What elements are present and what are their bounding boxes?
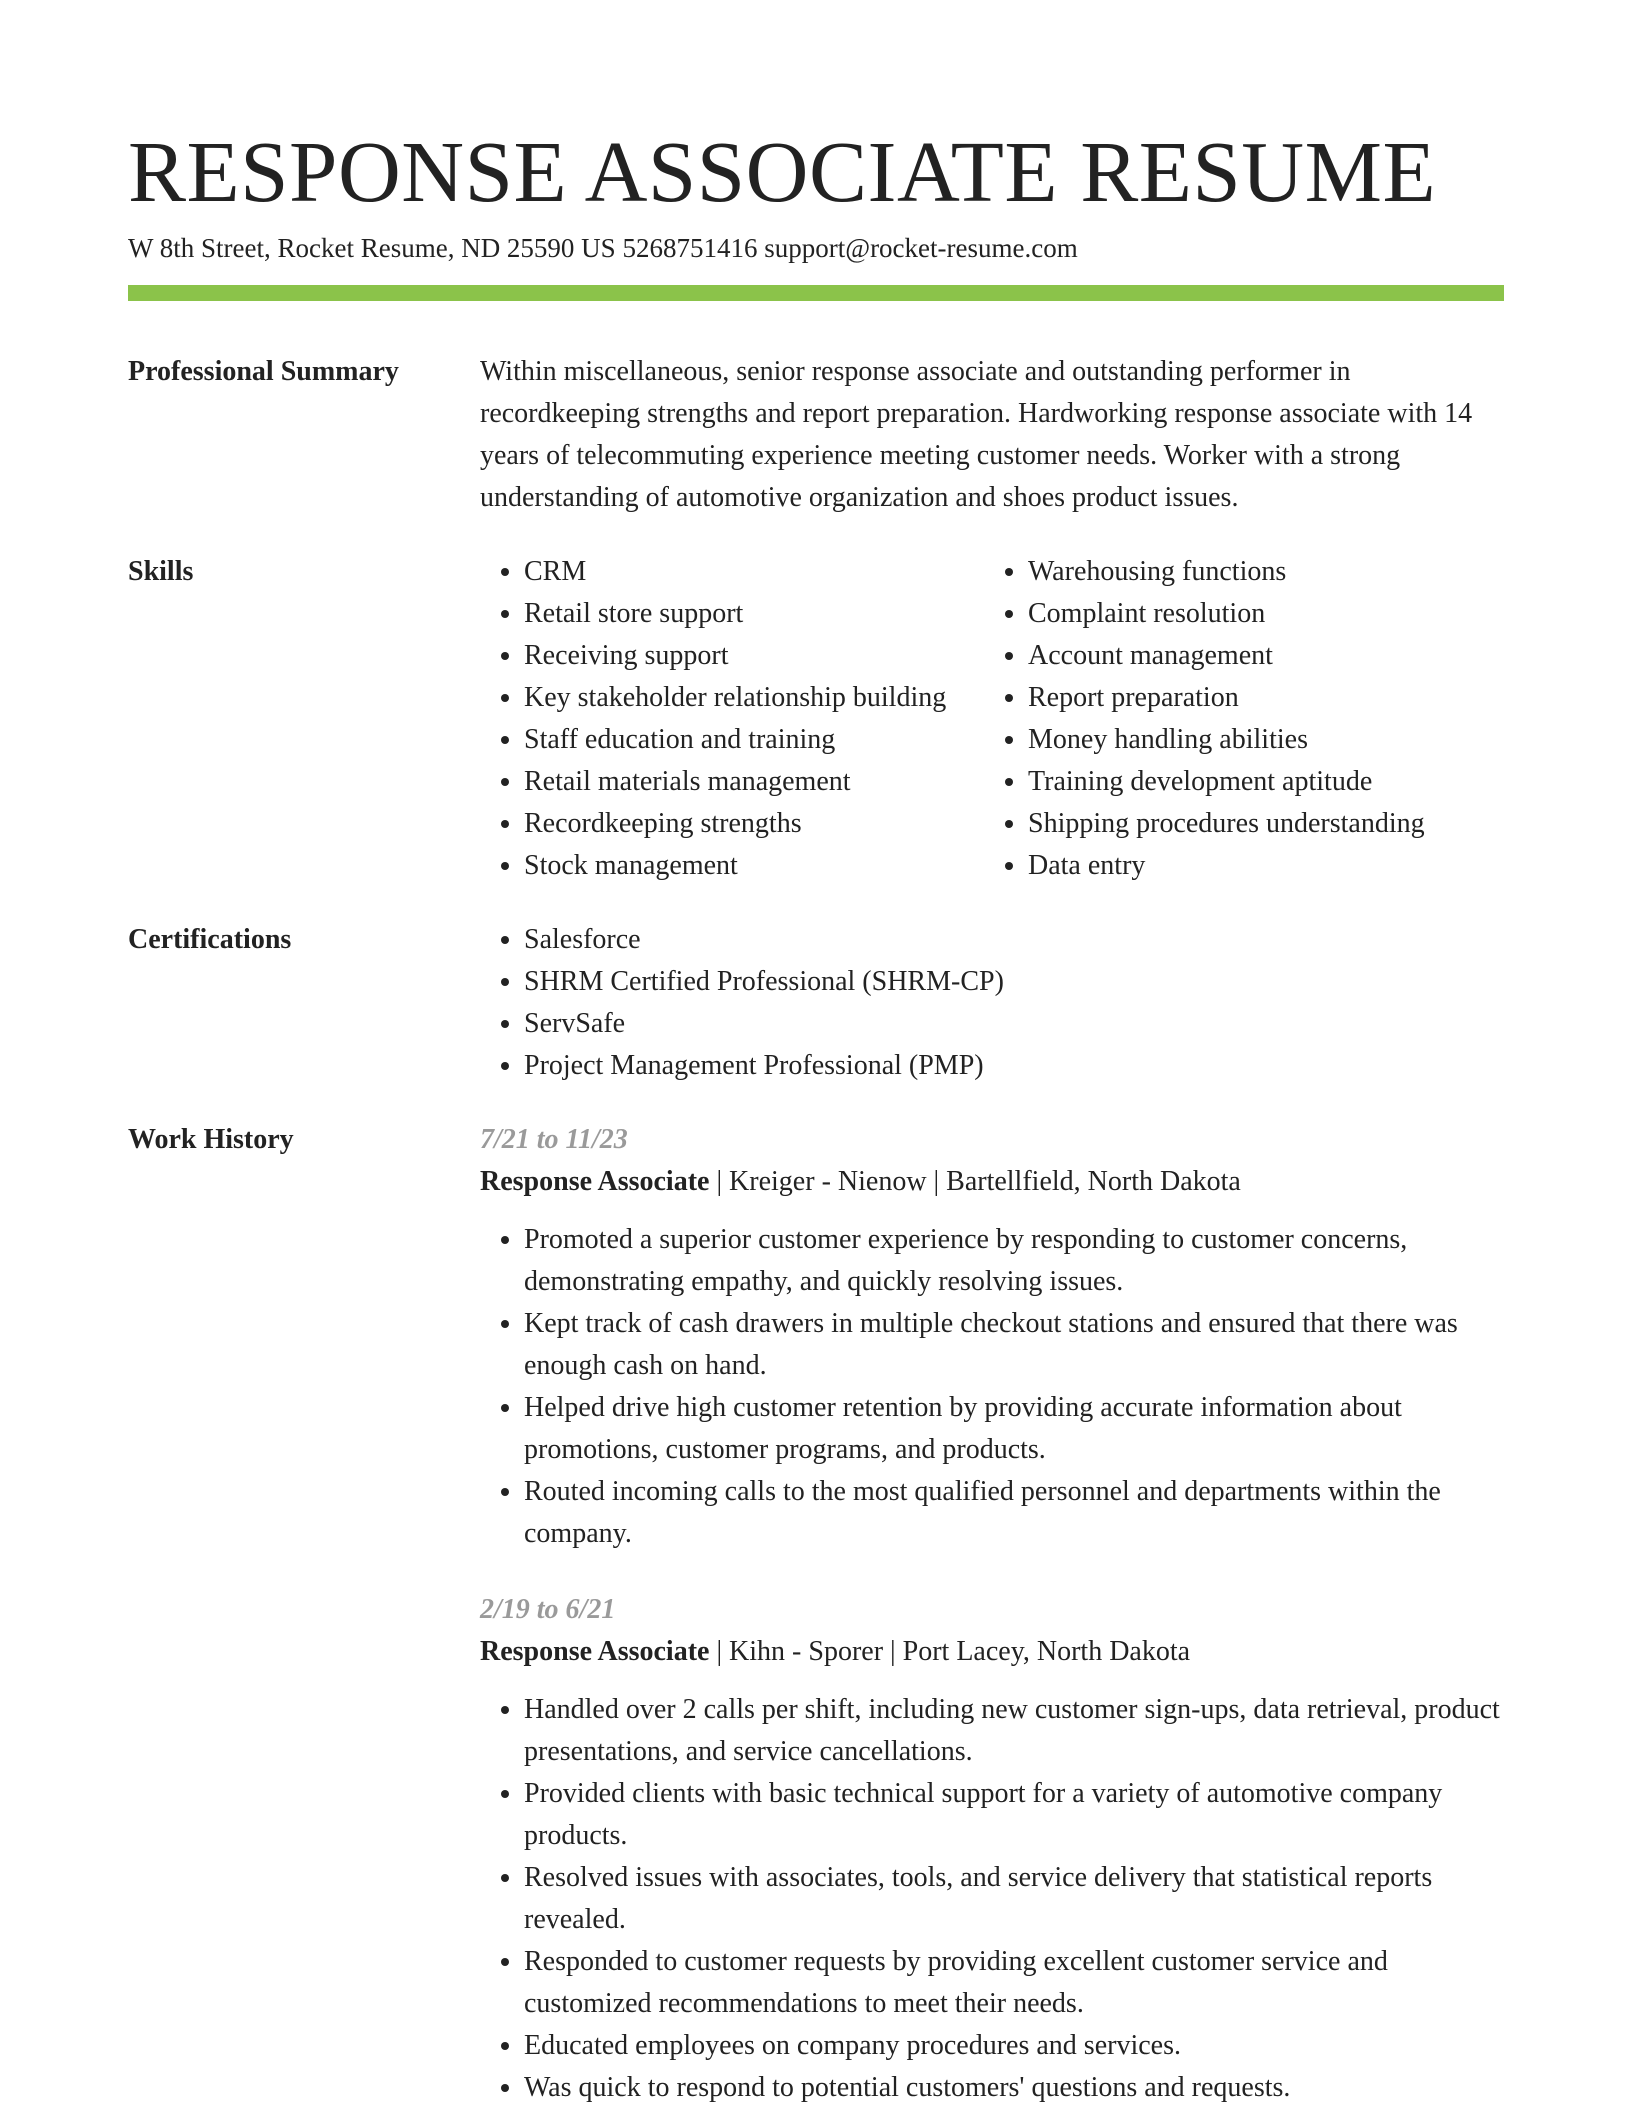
contact-line: W 8th Street, Rocket Resume, ND 25590 US 5268751416 support@rocket-resume.com bbox=[128, 233, 1078, 263]
work-history-section bbox=[128, 1119, 1504, 2109]
section-label-certifications: Certifications bbox=[128, 924, 292, 955]
job-title: Response Associate bbox=[480, 1636, 710, 1667]
skill-item: • CRM bbox=[524, 551, 984, 593]
certification-item: • ServSafe bbox=[524, 1003, 1504, 1045]
job-dates: 2/19 to 6/21 bbox=[480, 1594, 616, 1625]
job-bullet: • Helped drive high customer retention by providing accurate information about promotions, customer programs, and products. bbox=[524, 1387, 1504, 1471]
job-bullet: • Kept track of cash drawers in multiple checkout stations and ensured that there was enough cash on hand. bbox=[524, 1303, 1504, 1387]
job-dates: 7/21 to 11/23 bbox=[480, 1124, 628, 1155]
skills-list-right bbox=[984, 551, 1488, 887]
job-bullets bbox=[480, 1219, 1504, 1555]
skills-column-left bbox=[480, 551, 984, 887]
job-heading bbox=[480, 1161, 1504, 1203]
skill-item: • Shipping procedures understanding bbox=[1028, 803, 1488, 845]
job-bullet: • Was quick to respond to potential customers' questions and requests. bbox=[524, 2067, 1504, 2109]
skill-item: • Money handling abilities bbox=[1028, 719, 1488, 761]
job-entry bbox=[480, 1589, 1504, 2109]
job-title: Response Associate bbox=[480, 1166, 710, 1197]
skill-item: • Warehousing functions bbox=[1028, 551, 1488, 593]
skill-item: • Retail materials management bbox=[524, 761, 984, 803]
certification-item: • Salesforce bbox=[524, 919, 1504, 961]
skill-item: • Key stakeholder relationship building bbox=[524, 677, 984, 719]
certification-item: • SHRM Certified Professional (SHRM-CP) bbox=[524, 961, 1504, 1003]
job-bullet: • Routed incoming calls to the most qualified personnel and departments within the company. bbox=[524, 1471, 1504, 1555]
skill-item: • Complaint resolution bbox=[1028, 593, 1488, 635]
skill-item: • Retail store support bbox=[524, 593, 984, 635]
job-bullet: • Promoted a superior customer experience by responding to customer concerns, demonstrating empathy, and quickly resolving issues. bbox=[524, 1219, 1504, 1303]
skills-list-left bbox=[480, 551, 984, 887]
job-entry bbox=[480, 1119, 1504, 1555]
skills-columns bbox=[480, 551, 1504, 887]
certifications-list bbox=[480, 919, 1504, 1087]
job-bullet: • Resolved issues with associates, tools, and service delivery that statistical reports revealed. bbox=[524, 1857, 1504, 1941]
job-bullet: • Handled over 2 calls per shift, including new customer sign-ups, data retrieval, product presentations, and service cancellations. bbox=[524, 1689, 1504, 1773]
skill-item: • Staff education and training bbox=[524, 719, 984, 761]
summary-section bbox=[128, 351, 1504, 519]
skill-item: • Training development aptitude bbox=[1028, 761, 1488, 803]
certification-item: • Project Management Professional (PMP) bbox=[524, 1045, 1504, 1087]
skill-item: • Account management bbox=[1028, 635, 1488, 677]
job-company-location: | Kreiger - Nienow | Bartellfield, North Dakota bbox=[709, 1166, 1241, 1197]
summary-body bbox=[480, 351, 1504, 519]
job-bullet: • Provided clients with basic technical support for a variety of automotive company products. bbox=[524, 1773, 1504, 1857]
skill-item: • Recordkeeping strengths bbox=[524, 803, 984, 845]
certifications-section bbox=[128, 919, 1504, 1087]
section-label-summary: Professional Summary bbox=[128, 356, 399, 387]
skills-section bbox=[128, 551, 1504, 887]
skill-item: • Data entry bbox=[1028, 845, 1488, 887]
resume-title: RESPONSE ASSOCIATE RESUME bbox=[128, 123, 1437, 220]
work-history-body bbox=[480, 1119, 1504, 2109]
job-bullet: • Responded to customer requests by providing excellent customer service and customized recommendations to meet their needs. bbox=[524, 1941, 1504, 2025]
summary-text: Within miscellaneous, senior response associate and outstanding performer in recordkeeping strengths and report preparation. Hardworking response associate with 14 years of telecommuting experience meeting customer needs. Worker with a strong understanding of automotive organization and shoes product issues. bbox=[480, 356, 1473, 513]
skill-item: • Receiving support bbox=[524, 635, 984, 677]
certifications-body bbox=[480, 919, 1504, 1087]
job-company-location: | Kihn - Sporer | Port Lacey, North Dakota bbox=[709, 1636, 1191, 1667]
header-divider bbox=[128, 285, 1504, 301]
section-label-work-history: Work History bbox=[128, 1124, 294, 1155]
job-bullet: • Educated employees on company procedures and services. bbox=[524, 2025, 1504, 2067]
skills-column-right bbox=[984, 551, 1488, 887]
skill-item: • Report preparation bbox=[1028, 677, 1488, 719]
section-label-skills: Skills bbox=[128, 556, 194, 587]
job-heading bbox=[480, 1631, 1504, 1673]
skill-item: • Stock management bbox=[524, 845, 984, 887]
job-bullets bbox=[480, 1689, 1504, 2109]
